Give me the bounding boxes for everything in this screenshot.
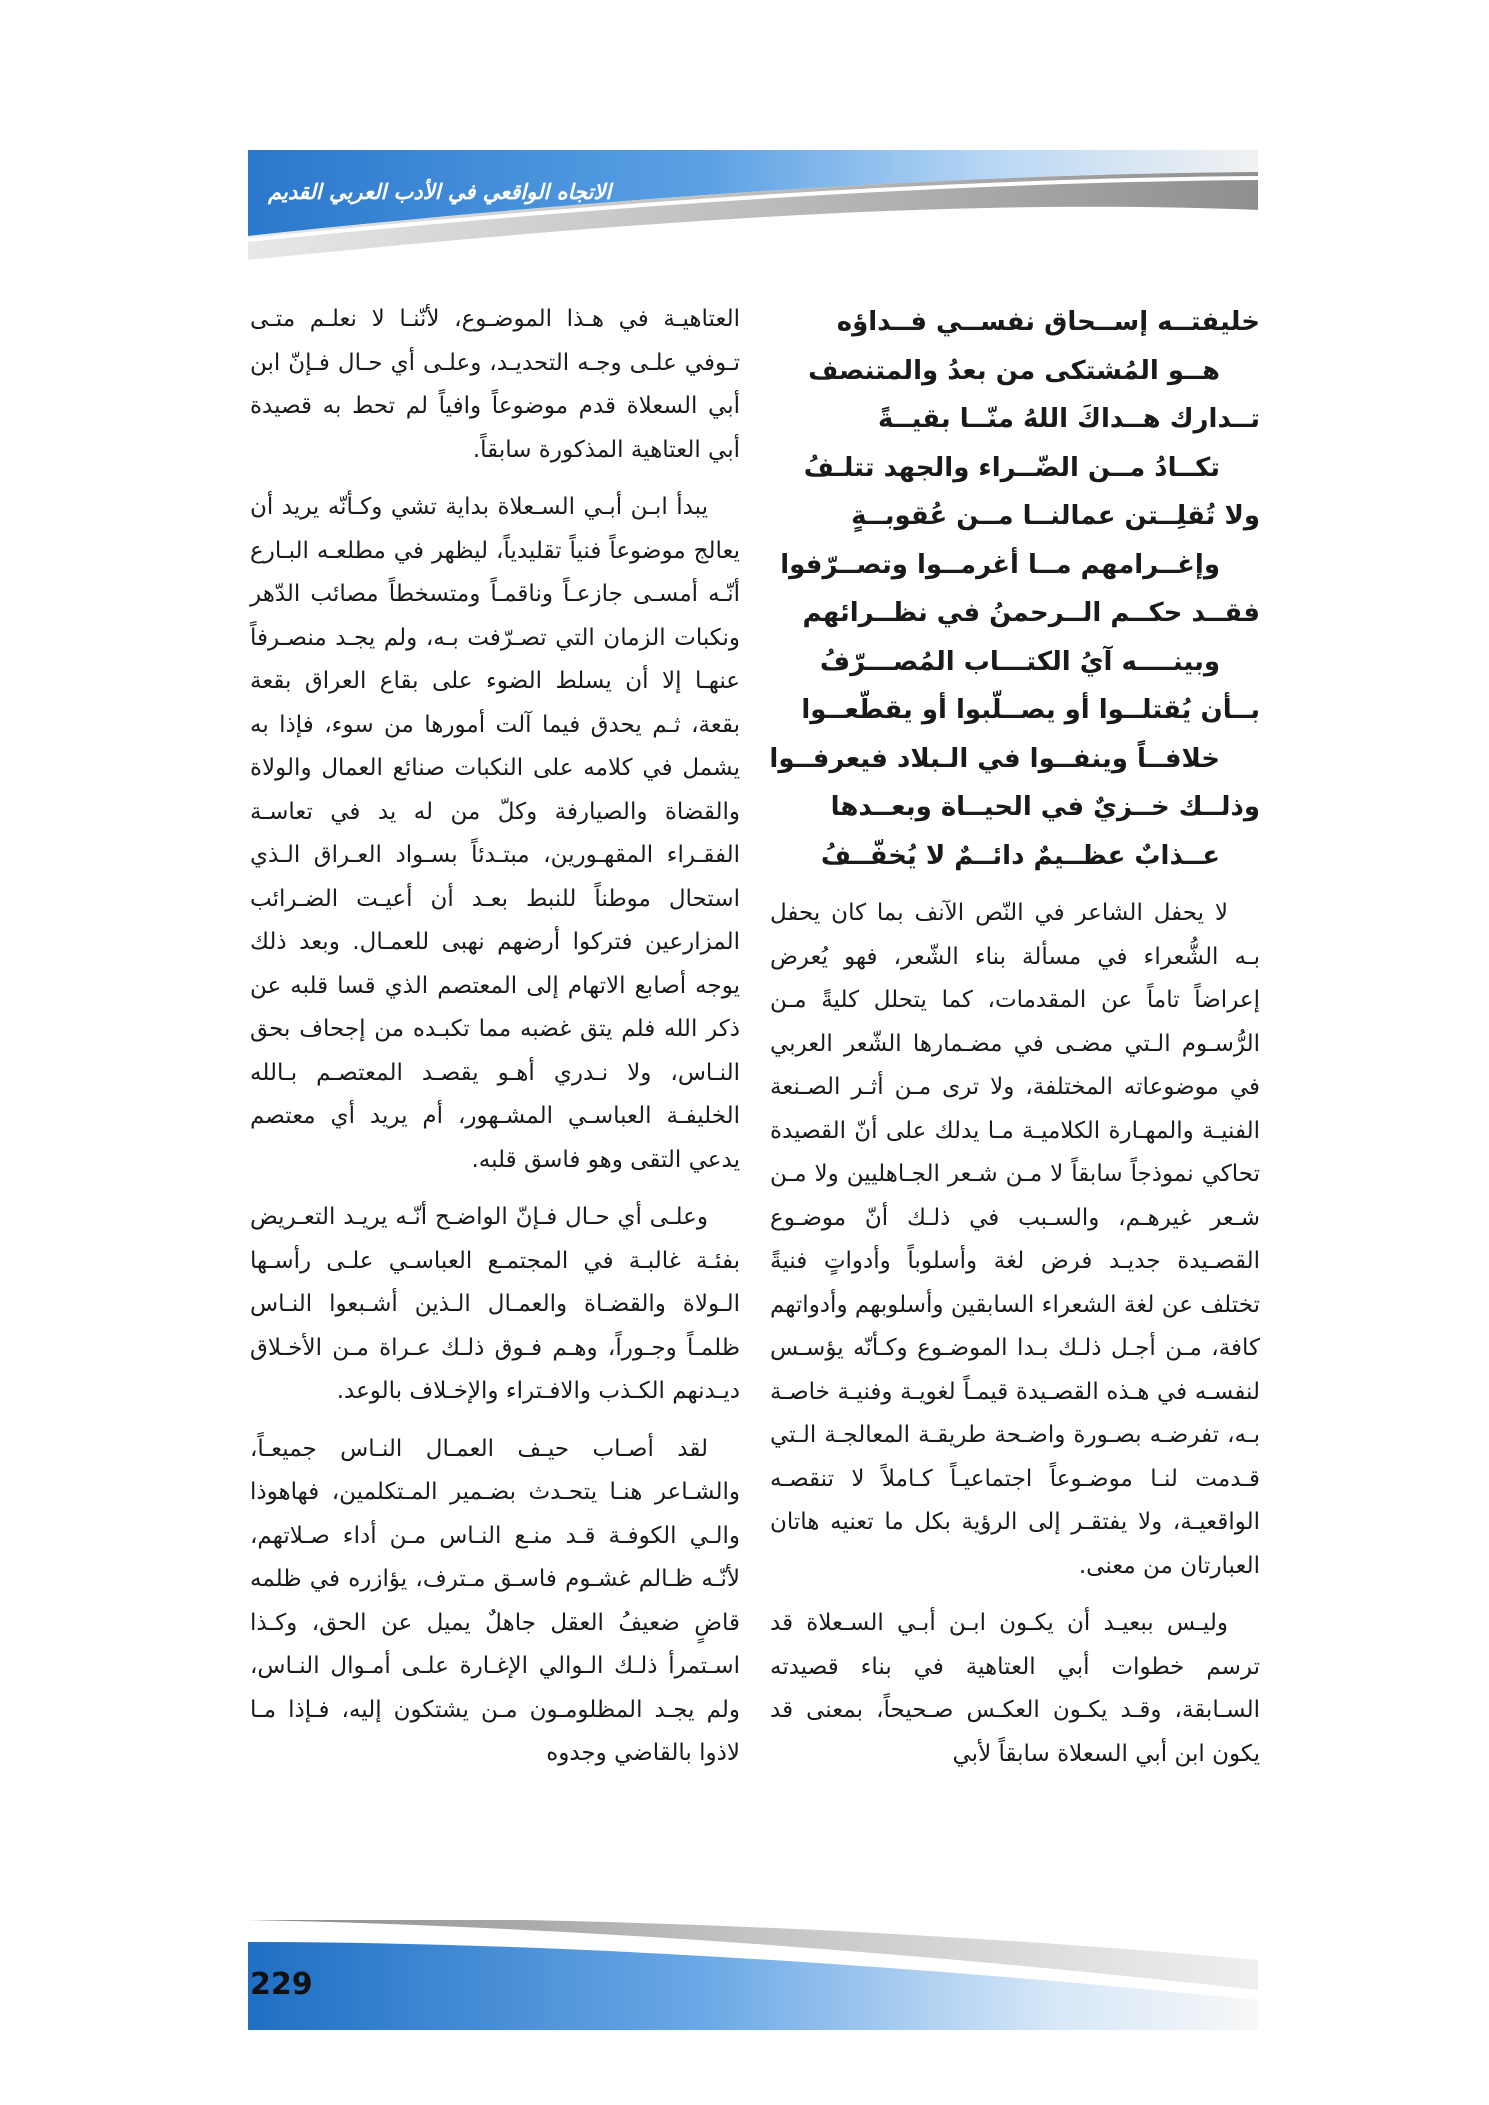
poem-line: تكــادُ مــن الضّــراء والجهد تتلـفُ — [803, 452, 1220, 483]
paragraph: لقد أصـاب حيـف العمـال النـاس جميعـاً، والشـاعر هنـا يتحـدث بضـمير المـتكلمين، فهاهوذا والـي الكوفـة قـد منـع النـاس مـن أداء صـلاتهم، لأنّـه ظـالم غشـوم فاسـق مـترف، يؤازره في ظلمه قاضٍ ضعيفُ العقل جاهلٌ يميل عن الحق، وكـذا اسـتمرأ ذلـك الـوالي الإغـارة علـى أمـوال النـاس، ولم يجـد المظلومـون مـن يشتكون إليه، فـإذا مـا لاذوا بالقاضي وجدوه — [250, 1435, 740, 1766]
poem-line: وإغــرامهم مــا أغرمــوا وتصــرّفوا — [780, 549, 1220, 580]
left-column-text — [250, 298, 740, 1790]
paragraph: العتاهيـة في هـذا الموضـوع، لأنّنـا لا نعلـم متـى تـوفي علـى وجـه التحديـد، وعلـى أي حـال فـإنّ ابن أبي السعلاة قدم موضوعاً وافياً لم تحط به قصيدة أبي العتاهية المذكورة سابقاً. — [250, 306, 740, 463]
page-number: 229 — [250, 1967, 313, 2002]
poem-line: فقــد حكــم الــرحمنُ في نظــرائهم — [802, 598, 1260, 628]
poem-line: هــو المُشتكى من بعدُ والمتنصف — [808, 355, 1220, 386]
poem-line: تــدارك هــداكَ اللهُ منّــا بقيــةً — [878, 404, 1260, 434]
running-title: الاتجاه الواقعي في الأدب العربي القديم — [268, 180, 612, 204]
poem-line: عــذابٌ عظــيمٌ دائــمٌ لا يُخفّــفُ — [820, 840, 1220, 871]
poem-line: وبينــــه آيُ الكتـــاب المُصـــرّفُ — [819, 646, 1220, 677]
paragraph: وليـس ببعيـد أن يكـون ابـن أبـي السـعلاة قد ترسم خطوات أبي العتاهية في بناء قصيدته السـابقة، وقـد يكـون العكـس صـحيحاً، بمعنى قد يكون ابن أبي السعلاة سابقاً لأبي — [770, 1610, 1260, 1767]
right-column-text — [770, 892, 1260, 1790]
footer-banner — [248, 1920, 1258, 2030]
poem-line: خليفتــه إســحاق نفســي فــداؤه — [836, 307, 1260, 337]
poem-line: وذلــك خــزيٌ في الحيــاة وبعــدها — [830, 792, 1260, 822]
poem-line: بــأن يُقتلــوا أو يصــلّبوا أو يقطّعــوا — [801, 695, 1260, 725]
paragraph: وعلـى أي حـال فـإنّ الواضـح أنّـه يريـد التعـريض بفئـة غالبـة في المجتمـع العباسـي علـى رأسـها الـولاة والقضـاة والعمـال الـذين أشـبعوا النـاس ظلمـاً وجـوراً، وهـم فـوق ذلـك عـراة مـن الأخـلاق ديـدنهم الكـذب والافـتراء والإخـلاف بالوعد. — [250, 1204, 740, 1404]
poem-line: ولا تُقلِــتن عمالنــا مــن عُقوبــةٍ — [851, 501, 1260, 531]
paragraph: لا يحفل الشاعر في النّص الآنف بما كان يحفل بـه الشُّعراء في مسألة بناء الشّعر، فهو يُعرض إعراضاً تاماً عن المقدمات، كما يتحلل كليةً مـن الرُّسـوم الـتي مضـى في مضـمارها الشّعر العربي في موضوعاته المختلفة، ولا ترى مـن أثـر الصـنعة الفنيـة والمهـارة الكلاميـة مـا يدلك على أنّ القصيدة تحاكي نموذجاً سابقاً لا مـن شـعر الجـاهليين ولا مـن شـعر غيرهـم، والسـبب في ذلـك أنّ موضـوع القصـيدة جديـد فرض لغة وأسلوباً وأدواتٍ فنيةً تختلف عن لغة الشعراء السابقين وأسلوبهم وأدواتهم كافة، مـن أجـل ذلـك بـدا الموضـوع وكـأنّه يؤسـس لنفسـه في هـذه القصـيدة قيمـاً لغويـة وفنيـة خاصـة بـه، تفرضـه بصـورة واضـحة طريقـة المعالجـة الـتي قـدمت لنـا موضـوعاً اجتماعيـاً كـاملاً لا تنقصـه الواقعيـة، ولا يفتقـر إلى الرؤية بكل ما تعنيه هاتان العبارتان من معنى. — [770, 900, 1260, 1579]
poem-line: خلافــاً وينفــوا في الـبلاد فيعرفــوا — [769, 743, 1220, 774]
header-banner — [248, 150, 1258, 260]
paragraph: يبدأ ابـن أبـي السـعلاة بداية تشي وكـأنّه يريد أن يعالج موضوعاً فنياً تقليدياً، ليظهر في مطلعـه البـارع أنّـه أمسـى جازعـاً وناقمـاً ومتسخطاً مصائب الدّهر ونكبات الزمان التي تصـرّفت بـه، ولم يجـد منصـرفاً عنهـا إلا أن يسلط الضوء على بقاع العراق بقعة بقعة، ثـم يحدق فيما آلت أمورها من سوء، فإذا به يشمل في كلامه على النكبات صنائع العمال والولاة والقضاة والصيارفة وكلّ من له يد في تعاسـة الفقـراء المقهـورين، مبتـدئاً بسـواد العـراق الـذي استحال موطناً للنبط بعـد أن أعيـت الضـرائب المزارعين فتركوا أرضهم نهبى للعمـال. وبعد ذلك يوجه أصابع الاتهام إلى المعتصم الذي قسا قلبه عن ذكر الله فلم يتق غضبه مما تكبـده من إجحاف بحق النـاس، ولا نـدري أهـو يقصـد المعتصـم بـالله الخليفـة العباسـي المشـهور، أم يريد أي معتصم يدعي التقى وهو فاسق قلبه. — [250, 494, 740, 1173]
poem-block — [770, 298, 1260, 880]
